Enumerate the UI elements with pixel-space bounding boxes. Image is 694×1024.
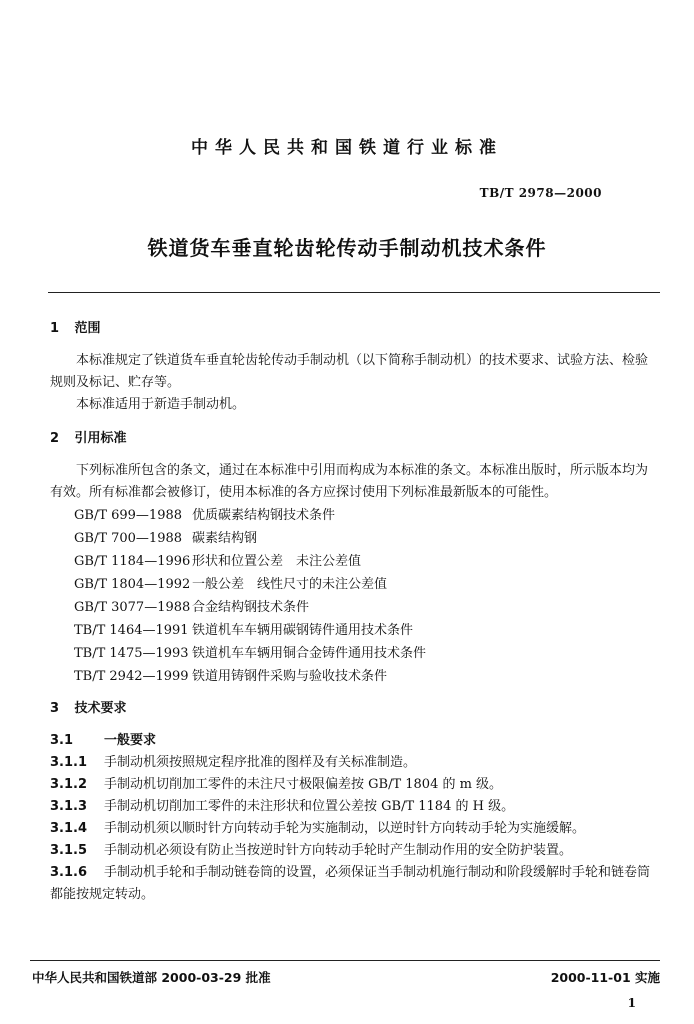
reference-name: 合金结构钢技术条件 <box>192 600 310 615</box>
reference-name: 优质碳素结构钢技术条件 <box>192 508 336 523</box>
reference-list <box>50 504 660 688</box>
document-title: 铁道货车垂直轮齿轮传动手制动机技术条件 <box>147 236 547 260</box>
reference-code: GB/T 1184—1996 <box>74 554 191 569</box>
clause-3-1-1 <box>50 752 660 774</box>
clause-number: 3.1.1 <box>50 755 88 770</box>
reference-item <box>50 596 660 619</box>
reference-code: GB/T 1804—1992 <box>74 577 191 592</box>
reference-code: TB/T 1475—1993 <box>74 646 189 661</box>
subsection-number: 3.1 <box>50 733 74 748</box>
clause-text: 手制动机切削加工零件的未注形状和位置公差按 GB/T 1184 的 H 级。 <box>104 799 515 814</box>
reference-item <box>50 642 660 665</box>
section-number: 2 <box>50 431 60 446</box>
reference-name: 一般公差 线性尺寸的未注公差值 <box>192 577 388 592</box>
page-number: 1 <box>627 996 636 1010</box>
clause-number: 3.1.5 <box>50 843 88 858</box>
clause-number: 3.1.3 <box>50 799 88 814</box>
reference-code: GB/T 700—1988 <box>74 531 183 546</box>
subsection-title: 一般要求 <box>104 733 157 748</box>
section-1-paragraph-1: 本标准规定了铁道货车垂直轮齿轮传动手制动机（以下简称手制动机）的技术要求、试验方法、检验规则及标记、贮存等。 <box>50 353 649 390</box>
clause-text: 手制动机手轮和手制动链卷筒的设置，必须保证当手制动机施行制动和阶段缓解时手轮和链卷筒都能按规定转动。 <box>50 865 651 902</box>
document-body <box>50 318 660 906</box>
header-rule <box>48 292 660 293</box>
reference-item <box>50 665 660 688</box>
clause-3-1-3 <box>50 796 660 818</box>
clause-text: 手制动机须按照规定程序批准的图样及有关标准制造。 <box>104 755 417 770</box>
clause-number: 3.1.6 <box>50 865 88 880</box>
reference-item <box>50 619 660 642</box>
section-2-paragraph: 下列标准所包含的条文，通过在本标准中引用而构成为本标准的条文。本标准出版时，所示版本均为有效。所有标准都会被修订，使用本标准的各方应探讨使用下列标准最新版本的可能性。 <box>50 463 649 500</box>
reference-name: 铁道机车车辆用碳钢铸件通用技术条件 <box>192 623 414 638</box>
reference-name: 铁道用铸钢件采购与验收技术条件 <box>192 669 388 684</box>
standard-code: TB/T 2978—2000 <box>479 186 602 200</box>
reference-name: 形状和位置公差 未注公差值 <box>192 554 362 569</box>
section-title: 引用标准 <box>74 431 127 446</box>
approval-statement: 中华人民共和国铁道部 2000-03-29 批准 <box>32 970 271 985</box>
reference-item <box>50 550 660 573</box>
effective-date: 2000-11-01 实施 <box>550 970 660 985</box>
reference-code: TB/T 2942—1999 <box>74 669 189 684</box>
clause-number: 3.1.2 <box>50 777 88 792</box>
subsection-3-1-heading <box>50 730 660 752</box>
clause-text: 手制动机切削加工零件的未注尺寸极限偏差按 GB/T 1804 的 m 级。 <box>104 777 503 792</box>
reference-code: GB/T 3077—1988 <box>74 600 191 615</box>
section-2-heading <box>50 428 660 450</box>
section-1-heading <box>50 318 660 340</box>
section-number: 1 <box>50 321 60 336</box>
reference-name: 碳素结构钢 <box>192 531 258 546</box>
standard-category: 中华人民共和国铁道行业标准 <box>191 138 503 158</box>
section-number: 3 <box>50 701 60 716</box>
clause-text: 手制动机必须设有防止当按逆时针方向转动手轮时产生制动作用的安全防护装置。 <box>104 843 573 858</box>
reference-code: GB/T 699—1988 <box>74 508 183 523</box>
section-title: 技术要求 <box>74 701 127 716</box>
section-1-paragraph-2: 本标准适用于新造手制动机。 <box>76 397 246 412</box>
clause-text: 手制动机须以顺时针方向转动手轮为实施制动，以逆时针方向转动手轮为实施缓解。 <box>104 821 586 836</box>
clause-3-1-6 <box>50 862 660 906</box>
section-title: 范围 <box>74 321 101 336</box>
clause-number: 3.1.4 <box>50 821 88 836</box>
clause-3-1-5 <box>50 840 660 862</box>
section-3-heading <box>50 698 660 720</box>
reference-item <box>50 504 660 527</box>
clause-3-1-4 <box>50 818 660 840</box>
reference-code: TB/T 1464—1991 <box>74 623 189 638</box>
clause-3-1-2 <box>50 774 660 796</box>
reference-name: 铁道机车车辆用铜合金铸件通用技术条件 <box>192 646 427 661</box>
footer-rule <box>30 960 660 961</box>
reference-item <box>50 573 660 596</box>
reference-item <box>50 527 660 550</box>
